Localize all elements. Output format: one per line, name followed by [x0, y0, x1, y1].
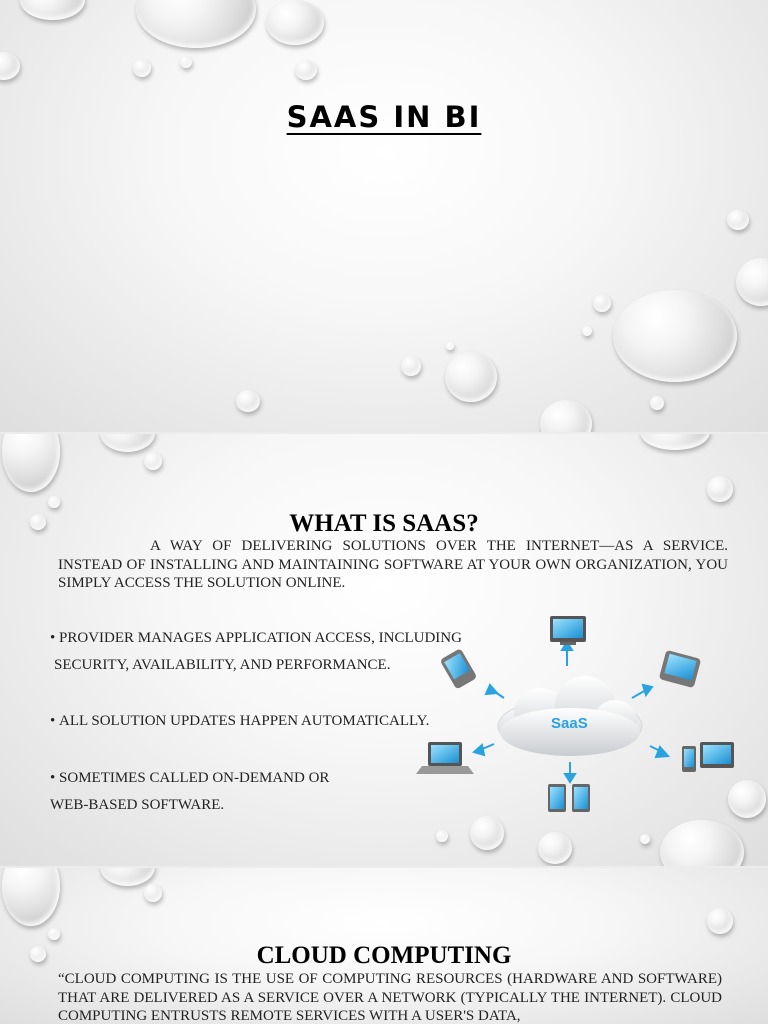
water-drop: [640, 434, 710, 450]
monitor-icon: [550, 616, 586, 645]
water-drop: [445, 352, 497, 402]
bullet-on-demand: • SOMETIMES CALLED ON-DEMAND OR WEB-BASED SOFTWARE.: [50, 770, 330, 813]
water-drop: [236, 390, 260, 412]
water-drop: [538, 832, 572, 864]
phone-icon: [440, 648, 478, 689]
cloud-quote-paragraph: “CLOUD COMPUTING IS THE USE OF COMPUTING RESOURCES (HARDWARE AND SOFTWARE) THAT ARE DELIVERED AS A SERVICE OVER A NETWORK (TYPICALLY THE INTERNET). CLOUD COMPUTING ENTRUSTS REMOTE SERVICES WITH A USER'S DATA,: [58, 971, 722, 1024]
water-drop: [48, 928, 60, 940]
water-drop: [0, 52, 20, 80]
water-drop: [593, 294, 611, 312]
water-drop: [144, 452, 162, 470]
water-drop: [133, 59, 151, 77]
water-drop: [136, 0, 256, 48]
water-drop: [2, 868, 60, 926]
intro-paragraph: A WAY OF DELIVERING SOLUTIONS OVER THE INTERNET—AS A SERVICE. INSTEAD OF INSTALLING AND MAINTAINING SOFTWARE AT YOUR OWN ORGANIZATION, YOU SIMPLY ACCESS THE SOLUTION ONLINE.: [58, 538, 728, 591]
water-drop: [582, 326, 592, 336]
water-drop: [650, 396, 664, 410]
water-drop: [660, 820, 744, 866]
water-drop: [436, 830, 448, 842]
bullet-provider: • PROVIDER MANAGES APPLICATION ACCESS, INCLUDING SECURITY, AVAILABILITY, AND PERFORMANCE.: [50, 630, 462, 673]
water-drop: [100, 868, 155, 886]
water-drop: [446, 342, 454, 350]
water-drop: [707, 908, 733, 934]
diagram-label: SaaS: [551, 715, 588, 732]
slide-what-is-saas: [0, 434, 768, 866]
water-drop: [144, 884, 162, 902]
water-drop: [613, 290, 737, 382]
water-drop: [48, 496, 60, 508]
slide-cloud-computing: [0, 868, 768, 1024]
water-drop: [727, 210, 749, 230]
water-drop: [2, 434, 60, 492]
slide-title-text: SAAS IN BI: [286, 100, 482, 134]
water-drop: [707, 476, 733, 502]
water-drop: [401, 356, 421, 376]
slide-title: [0, 0, 768, 432]
phone-icon: [659, 650, 702, 688]
water-drop: [640, 834, 650, 844]
tablet-icon: [548, 784, 590, 812]
water-drop: [180, 56, 192, 68]
laptop-icon: [416, 742, 474, 774]
bullet-updates: • ALL SOLUTION UPDATES HAPPEN AUTOMATICALLY.: [50, 713, 430, 729]
water-drop: [736, 258, 768, 306]
water-drop: [20, 0, 85, 20]
water-drop: [100, 434, 155, 452]
water-drop: [540, 400, 592, 432]
water-drop: [266, 0, 324, 45]
heading-cloud-computing: CLOUD COMPUTING: [256, 942, 512, 969]
water-drop: [295, 60, 317, 80]
devices-icon: [682, 742, 734, 772]
saas-cloud-diagram: [400, 614, 760, 824]
heading-what-is-saas: WHAT IS SAAS?: [289, 510, 479, 537]
